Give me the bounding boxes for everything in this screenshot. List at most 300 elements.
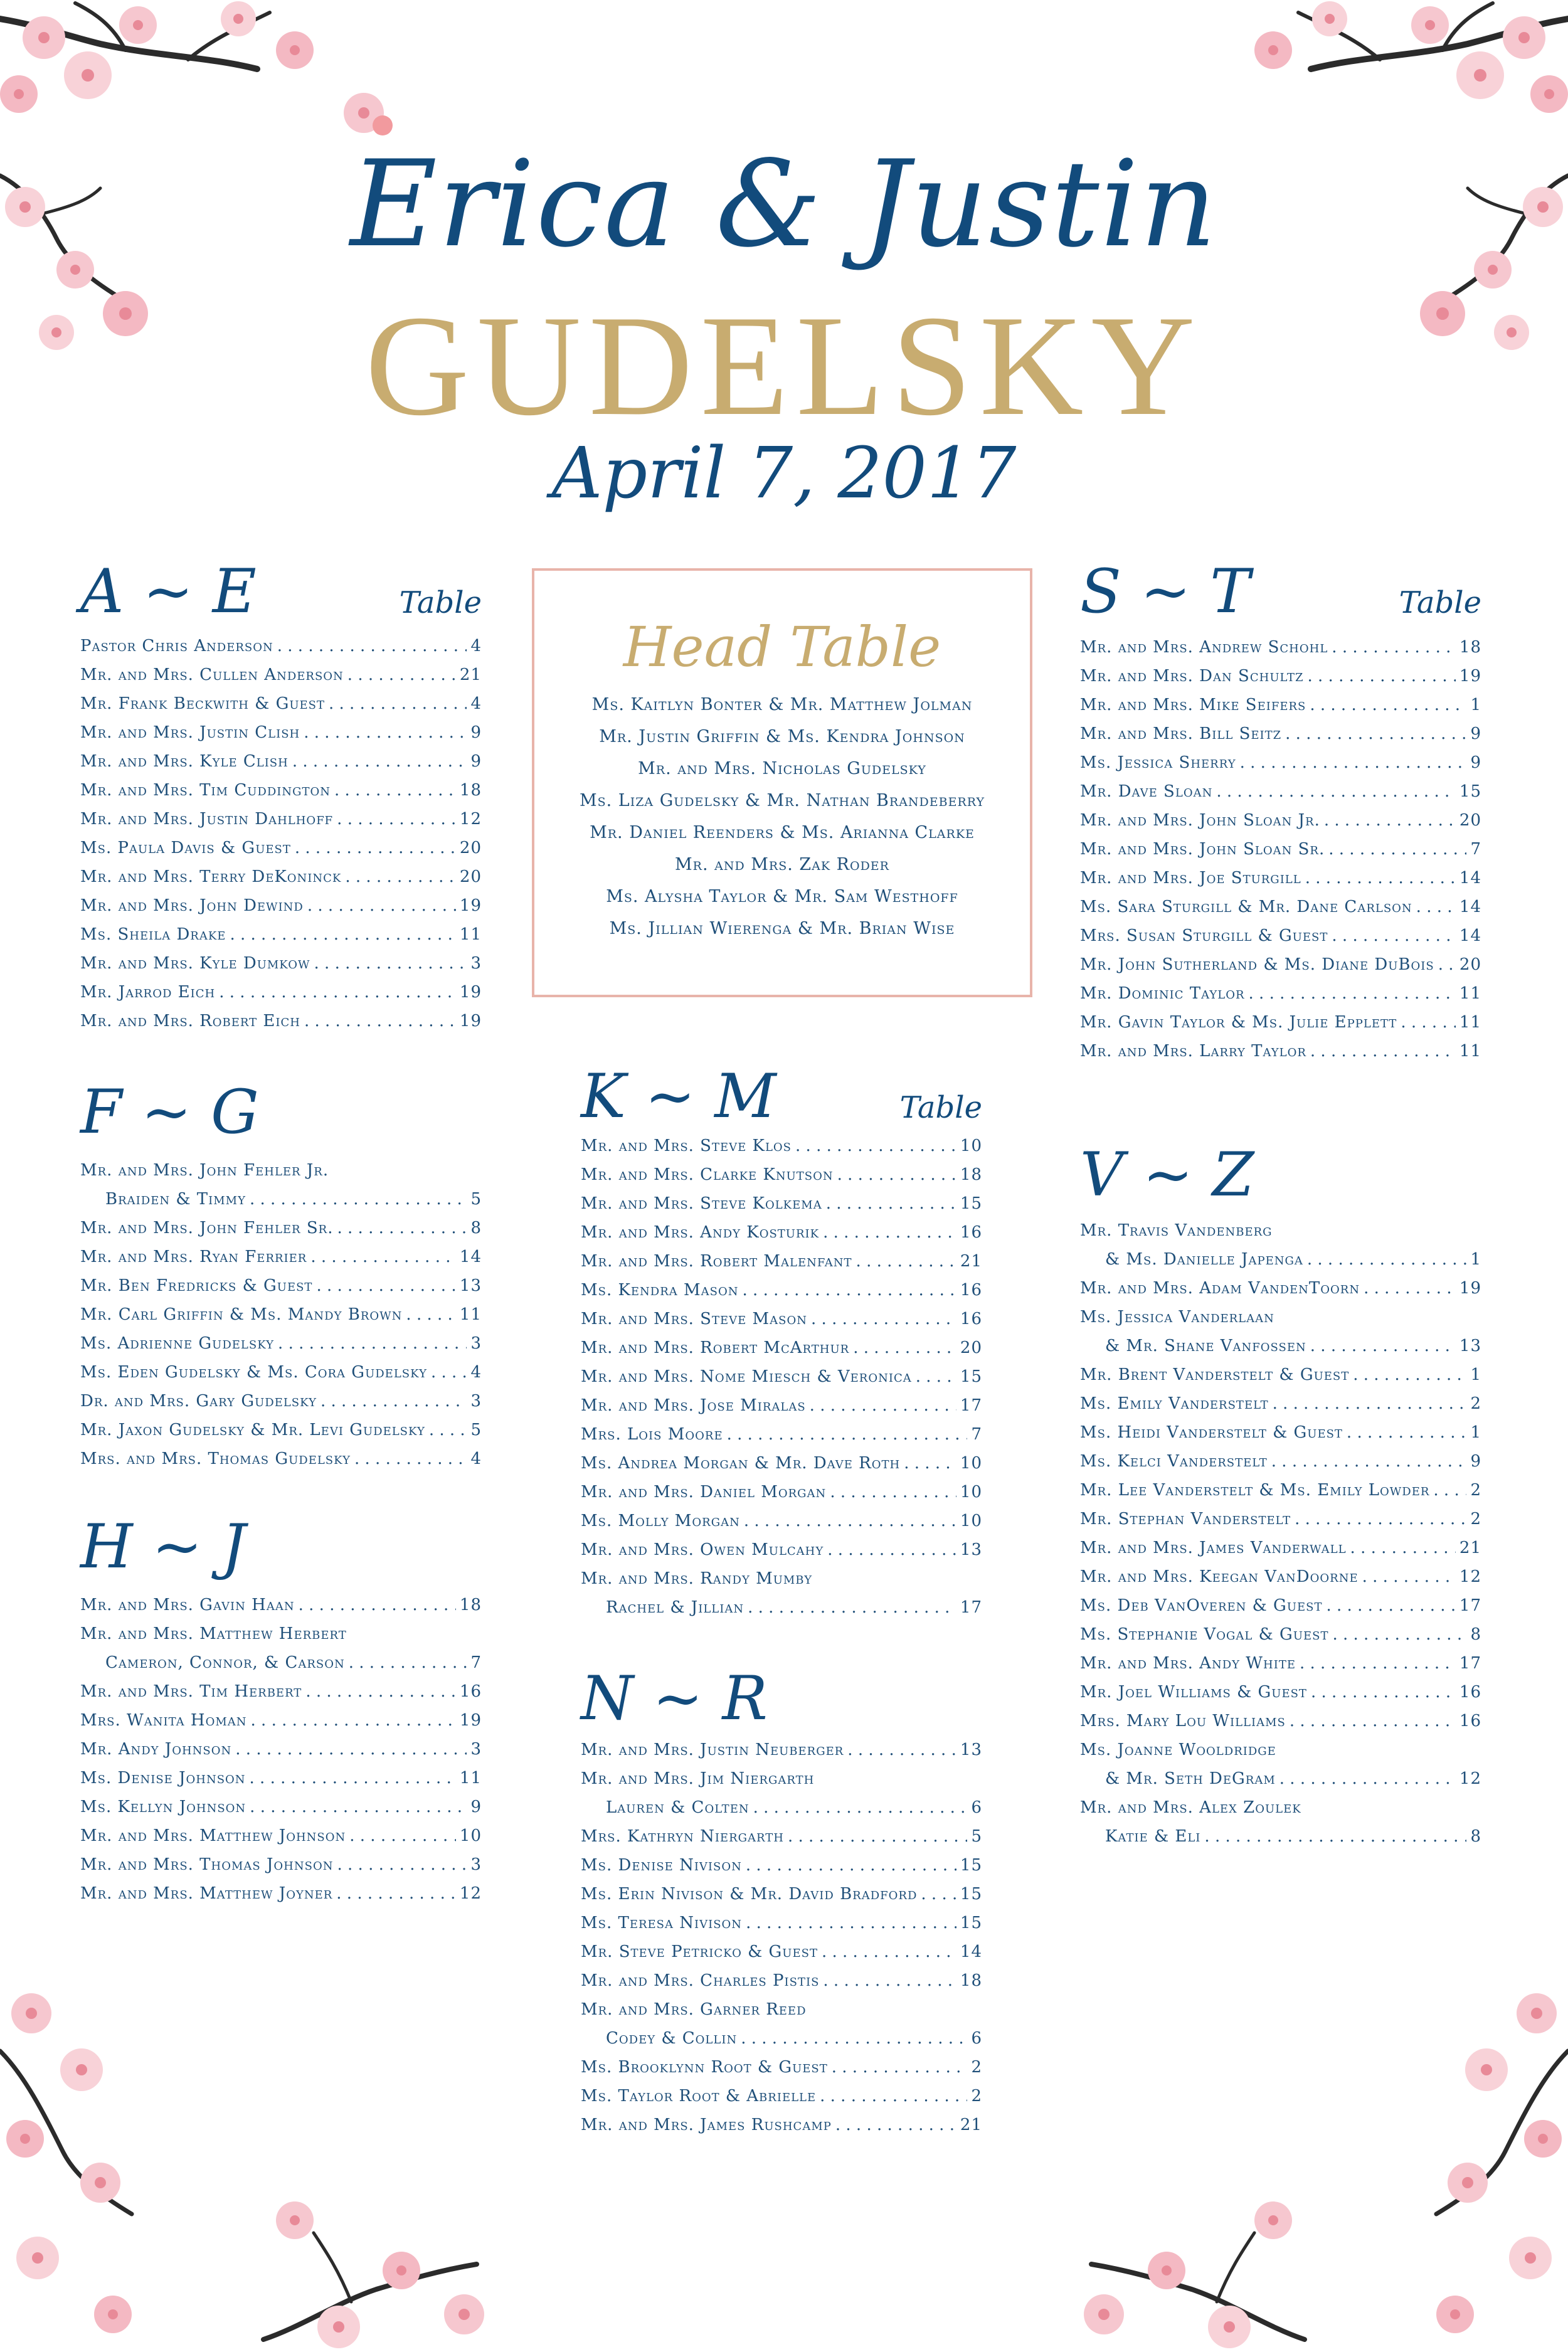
dot-leader — [429, 1421, 467, 1439]
table-number: 18 — [459, 781, 482, 800]
table-number: 8 — [1470, 1827, 1481, 1846]
guest-name: Mr. Jarrod Eich — [80, 983, 216, 1002]
dot-leader — [753, 1798, 968, 1817]
guest-row — [581, 1454, 982, 1483]
table-number: 19 — [1459, 1279, 1481, 1298]
table-number: 5 — [470, 1421, 482, 1439]
guest-row — [80, 983, 482, 1012]
dot-leader — [1310, 1337, 1456, 1355]
dot-leader — [1311, 1683, 1456, 1702]
dot-leader — [347, 665, 456, 684]
section-title-v-z: V ~ Z — [1080, 1140, 1254, 1210]
guest-name: Mr. Dave Sloan — [1080, 782, 1213, 801]
dot-leader — [295, 839, 456, 857]
guest-name: Mr. and Mrs. John Sloan Jr. — [1080, 811, 1320, 830]
guest-name: Mr. and Mrs. Justin Dahlhoff — [80, 810, 334, 829]
table-number: 9 — [470, 1798, 482, 1816]
guest-name: Mr. and Mrs. Justin Neuberger — [581, 1740, 844, 1759]
table-number: 2 — [971, 2058, 982, 2077]
guest-name: Mr. and Mrs. Justin Clish — [80, 723, 300, 742]
guest-row — [581, 1569, 982, 1598]
section-title-a-e: A ~ E — [80, 556, 257, 627]
cherry-blossom-branch-icon — [1054, 1976, 1568, 2352]
section-f-g — [80, 1077, 482, 1483]
dot-leader — [349, 1826, 456, 1845]
guest-row — [1080, 1337, 1481, 1365]
dot-leader — [827, 1540, 956, 1559]
table-number: 12 — [1459, 1769, 1481, 1788]
table-number: 10 — [960, 1483, 982, 1502]
head-table-title: Head Table — [623, 615, 941, 679]
section-h-j — [80, 1512, 482, 1943]
table-number: 5 — [971, 1827, 982, 1846]
guest-name: Mr. and Mrs. John Fehler Jr. — [80, 1161, 329, 1180]
dot-leader — [334, 781, 456, 800]
dot-leader — [219, 983, 456, 1002]
table-number: 18 — [960, 1165, 982, 1184]
guest-row — [1080, 840, 1481, 869]
guest-name: Mr. Dominic Taylor — [1080, 984, 1245, 1003]
table-number: 12 — [1459, 1567, 1481, 1586]
table-column-label: Table — [1399, 585, 1481, 620]
dot-leader — [235, 1740, 467, 1759]
guest-row — [581, 1769, 982, 1798]
guest-name: Mr. and Mrs. Cullen Anderson — [80, 665, 344, 684]
guest-row — [1080, 1394, 1481, 1423]
guest-row — [581, 1367, 982, 1396]
guest-name: Mr. and Mrs. Kyle Dumkow — [80, 954, 310, 973]
table-number: 17 — [1459, 1596, 1481, 1615]
guest-name: Mr. and Mrs. Ryan Ferrier — [80, 1248, 307, 1266]
guest-name: Mr. and Mrs. Clarke Knutson — [581, 1165, 834, 1184]
dot-leader — [743, 1281, 956, 1300]
dot-leader — [1308, 667, 1456, 686]
guest-name: Mr. and Mrs. Daniel Morgan — [581, 1483, 827, 1502]
guest-row — [1080, 811, 1481, 840]
guest-name: Ms. Denise Nivison — [581, 1856, 742, 1875]
guest-row — [1080, 1279, 1481, 1308]
table-number: 14 — [1459, 898, 1481, 916]
guest-row — [80, 1363, 482, 1392]
guest-name: Ms. Molly Morgan — [581, 1512, 740, 1530]
dot-leader — [1310, 1042, 1456, 1061]
dot-leader — [354, 1449, 467, 1468]
guest-name: Ms. Kellyn Johnson — [80, 1798, 246, 1816]
section-n-r — [581, 1663, 982, 2145]
table-number: 14 — [960, 1942, 982, 1961]
guest-name: Mr. and Mrs. Tim Cuddington — [80, 781, 331, 800]
guest-name: Ms. Stephanie Vogal & Guest — [1080, 1625, 1329, 1644]
dot-leader — [345, 867, 456, 886]
guest-name: Ms. Erin Nivison & Mr. David Bradford — [581, 1885, 918, 1904]
table-number: 1 — [1470, 696, 1481, 714]
dot-leader — [305, 1682, 456, 1701]
table-number: 20 — [459, 867, 482, 886]
table-number: 19 — [459, 896, 482, 915]
guest-name: Mr. and Mrs. Gavin Haan — [80, 1596, 295, 1614]
guest-name: Mr. and Mrs. Keegan VanDoorne — [1080, 1567, 1359, 1586]
table-number: 17 — [960, 1396, 982, 1415]
table-number: 10 — [960, 1512, 982, 1530]
table-number: 15 — [960, 1194, 982, 1213]
guest-row — [581, 1827, 982, 1856]
guest-row — [80, 1826, 482, 1855]
table-number: 17 — [1459, 1654, 1481, 1673]
guest-row — [581, 2116, 982, 2144]
dot-leader — [835, 2116, 956, 2134]
guest-name: Mr. and Mrs. Larry Taylor — [1080, 1042, 1306, 1061]
guest-row — [80, 1392, 482, 1421]
table-number: 2 — [1470, 1394, 1481, 1413]
dot-leader — [1216, 782, 1456, 801]
dot-leader — [337, 1855, 467, 1874]
guest-name: Mr. and Mrs. Andy Kosturik — [581, 1223, 820, 1242]
guest-row — [581, 2058, 982, 2087]
guest-list — [581, 1136, 982, 1627]
table-number: 3 — [470, 954, 482, 973]
guest-name: Ms. Joanne Wooldridge — [1080, 1740, 1276, 1759]
guest-name: Ms. Jessica Sherry — [1080, 753, 1236, 772]
guest-row — [1080, 1625, 1481, 1654]
guest-name: Ms. Eden Gudelsky & Ms. Cora Gudelsky — [80, 1363, 427, 1382]
guest-name: Mr. and Mrs. Andrew Schohl — [1080, 638, 1328, 657]
guest-name: Lauren & Colten — [606, 1798, 750, 1817]
table-number: 12 — [459, 1884, 482, 1903]
dot-leader — [1326, 1596, 1455, 1615]
dot-leader — [830, 1483, 956, 1502]
dot-leader — [431, 1363, 467, 1382]
guest-row — [80, 752, 482, 781]
dot-leader — [250, 1769, 456, 1788]
table-number: 5 — [470, 1190, 482, 1209]
table-number: 2 — [1470, 1510, 1481, 1528]
guest-name: Ms. Deb VanOveren & Guest — [1080, 1596, 1323, 1615]
guest-row — [1080, 955, 1481, 984]
table-number: 19 — [459, 983, 482, 1002]
guest-list — [1080, 1221, 1481, 1856]
dot-leader — [746, 1914, 956, 1932]
table-number: 9 — [1470, 724, 1481, 743]
guest-row — [1080, 1798, 1481, 1827]
guest-row — [581, 2087, 982, 2116]
guest-row — [581, 1740, 982, 1769]
guest-row — [581, 1425, 982, 1454]
guest-row — [80, 1653, 482, 1682]
table-number: 16 — [960, 1223, 982, 1242]
guest-name: Mrs. Susan Sturgill & Guest — [1080, 926, 1328, 945]
guest-row — [1080, 753, 1481, 782]
guest-row — [581, 1252, 982, 1281]
dot-leader — [1332, 638, 1456, 657]
dot-leader — [1290, 1712, 1456, 1730]
dot-leader — [832, 2058, 968, 2077]
table-number: 1 — [1470, 1423, 1481, 1442]
head-table-guest: Ms. Alysha Taylor & Mr. Sam Westhoff — [606, 887, 958, 906]
table-number: 9 — [470, 752, 482, 771]
guest-name: Mr. Lee Vanderstelt & Ms. Emily Lowder — [1080, 1481, 1430, 1500]
dot-leader — [921, 1885, 956, 1904]
dot-leader — [277, 637, 467, 655]
guest-name: Ms. Kendra Mason — [581, 1281, 739, 1300]
table-number: 18 — [960, 1971, 982, 1990]
dot-leader — [314, 954, 467, 973]
branch-bottom-right — [1091, 2051, 1568, 2339]
table-number: 13 — [1459, 1337, 1481, 1355]
table-number: 14 — [459, 1248, 482, 1266]
guest-name: Cameron, Connor, & Carson — [105, 1653, 345, 1672]
dot-leader — [292, 752, 467, 771]
guest-row — [80, 1421, 482, 1449]
guest-row — [581, 1914, 982, 1942]
dot-leader — [304, 723, 467, 742]
guest-name: Mr. and Mrs. Matthew Johnson — [80, 1826, 346, 1845]
dot-leader — [278, 1334, 467, 1353]
guest-name: Ms. Sara Sturgill & Mr. Dane Carlson — [1080, 898, 1412, 916]
guest-name: Mr. and Mrs. Dan Schultz — [1080, 667, 1304, 686]
dot-leader — [727, 1425, 968, 1444]
guest-name: Katie & Eli — [1105, 1827, 1201, 1846]
dot-leader — [406, 1305, 455, 1324]
dot-leader — [744, 1512, 956, 1530]
guest-row — [1080, 1452, 1481, 1481]
guest-row — [1080, 1567, 1481, 1596]
dot-leader — [820, 2087, 967, 2106]
dot-leader — [795, 1136, 956, 1155]
guest-row — [581, 1281, 982, 1310]
guest-row — [80, 1305, 482, 1334]
guest-row — [80, 637, 482, 665]
guest-row — [1080, 696, 1481, 724]
head-table-box — [532, 568, 1032, 997]
guest-name: Mr. Gavin Taylor & Ms. Julie Epplett — [1080, 1013, 1397, 1032]
guest-name: Ms. Brooklynn Root & Guest — [581, 2058, 828, 2077]
table-number: 21 — [960, 2116, 982, 2134]
guest-row — [581, 1310, 982, 1338]
guest-row — [1080, 1510, 1481, 1539]
guest-row — [1080, 1423, 1481, 1452]
guest-name: Mr. and Mrs. Randy Mumby — [581, 1569, 813, 1588]
guest-row — [80, 810, 482, 839]
table-number: 3 — [470, 1334, 482, 1353]
guest-name: Mrs. Kathryn Niergarth — [581, 1827, 784, 1846]
dot-leader — [916, 1367, 956, 1386]
guest-name: Mr. and Mrs. John Sloan Sr. — [1080, 840, 1325, 859]
dot-leader — [1401, 1013, 1456, 1032]
guest-name: Mrs. Mary Lou Williams — [1080, 1712, 1286, 1730]
guest-name: Ms. Denise Johnson — [80, 1769, 246, 1788]
table-number: 11 — [459, 925, 482, 944]
table-number: 16 — [459, 1682, 482, 1701]
guest-row — [1080, 898, 1481, 926]
guest-row — [1080, 1769, 1481, 1798]
guest-row — [80, 1161, 482, 1190]
guest-name: Mr. and Mrs. Kyle Clish — [80, 752, 289, 771]
guest-name: Mr. and Mrs. Bill Seitz — [1080, 724, 1282, 743]
guest-name: Mrs. Wanita Homan — [80, 1711, 247, 1730]
table-number: 18 — [459, 1596, 482, 1614]
guest-row — [581, 1540, 982, 1569]
table-number: 7 — [470, 1653, 482, 1672]
section-title-k-m: K ~ M — [581, 1061, 776, 1131]
table-number: 9 — [1470, 753, 1481, 772]
dot-leader — [822, 1942, 956, 1961]
guest-list — [80, 1161, 482, 1478]
table-number: 20 — [1459, 811, 1481, 830]
guest-name: Mr. and Mrs. Jim Niergarth — [581, 1769, 815, 1788]
guest-name: Mr. and Mrs. Mike Seifers — [1080, 696, 1306, 714]
guest-name: Codey & Collin — [606, 2029, 738, 2048]
guest-name: Mr. John Sutherland & Ms. Diane DuBois — [1080, 955, 1434, 974]
guest-name: Mr. and Mrs. Steve Kolkema — [581, 1194, 822, 1213]
dot-leader — [307, 896, 456, 915]
guest-name: Mr. and Mrs. Thomas Johnson — [80, 1855, 334, 1874]
dot-leader — [1307, 1250, 1467, 1269]
dot-leader — [741, 2029, 967, 2048]
guest-name: Mr. and Mrs. Terry DeKoninck — [80, 867, 342, 886]
head-table-guest: Mr. and Mrs. Zak Roder — [675, 855, 889, 874]
guest-name: Mr. and Mrs. Steve Klos — [581, 1136, 792, 1155]
guest-name: Mr. and Mrs. Robert Eich — [80, 1012, 300, 1030]
dot-leader — [1273, 1394, 1467, 1413]
dot-leader — [904, 1454, 956, 1473]
guest-row — [581, 1223, 982, 1252]
table-number: 4 — [470, 1363, 482, 1382]
head-table-guest: Mr. and Mrs. Nicholas Gudelsky — [638, 759, 926, 778]
table-number: 13 — [960, 1540, 982, 1559]
guest-name: & Mr. Shane Vanfossen — [1105, 1337, 1306, 1355]
branch-bottom-left — [0, 2051, 477, 2339]
guest-row — [581, 1338, 982, 1367]
guest-row — [581, 1396, 982, 1425]
dot-leader — [337, 810, 456, 829]
section-title-s-t: S ~ T — [1080, 556, 1251, 627]
guest-name: Mrs. Lois Moore — [581, 1425, 723, 1444]
dot-leader — [853, 1338, 956, 1357]
guest-name: Mr. Joel Williams & Guest — [1080, 1683, 1307, 1702]
table-number: 21 — [960, 1252, 982, 1271]
dot-leader — [304, 1012, 456, 1030]
guest-name: Mr. and Mrs. James Rushcamp — [581, 2116, 832, 2134]
dot-leader — [1300, 1654, 1456, 1673]
dot-leader — [320, 1392, 467, 1411]
guest-row — [1080, 1365, 1481, 1394]
guest-row — [80, 1596, 482, 1624]
dot-leader — [811, 1310, 956, 1328]
dot-leader — [788, 1827, 968, 1846]
head-table-guest: Ms. Jillian Wierenga & Mr. Brian Wise — [609, 919, 955, 938]
guest-row — [1080, 1683, 1481, 1712]
dot-leader — [1310, 696, 1466, 714]
guest-name: Ms. Heidi Vanderstelt & Guest — [1080, 1423, 1343, 1442]
guest-name: Ms. Andrea Morgan & Mr. Dave Roth — [581, 1454, 901, 1473]
table-number: 18 — [1459, 638, 1481, 657]
table-number: 10 — [960, 1454, 982, 1473]
dot-leader — [847, 1740, 956, 1759]
dot-leader — [1332, 1625, 1466, 1644]
table-number: 1 — [1470, 1250, 1481, 1269]
guest-row — [1080, 1481, 1481, 1510]
guest-row — [80, 694, 482, 723]
guest-row — [80, 1276, 482, 1305]
guest-row — [80, 1248, 482, 1276]
dot-leader — [251, 1711, 456, 1730]
table-number: 11 — [1459, 1013, 1481, 1032]
guest-row — [80, 896, 482, 925]
table-number: 10 — [960, 1136, 982, 1155]
dot-leader — [337, 1219, 467, 1237]
guest-name: Mr. and Mrs. Matthew Herbert — [80, 1624, 347, 1643]
dot-leader — [250, 1190, 467, 1209]
table-number: 11 — [459, 1769, 482, 1788]
table-number: 3 — [470, 1740, 482, 1759]
table-number: 13 — [459, 1276, 482, 1295]
guest-name: Mr. Jaxon Gudelsky & Mr. Levi Gudelsky — [80, 1421, 425, 1439]
guest-name: Mr. and Mrs. Alex Zoulek — [1080, 1798, 1301, 1817]
couple-first-names: Erica & Justin — [350, 135, 1218, 273]
wedding-date: April 7, 2017 — [551, 433, 1017, 514]
guest-row — [1080, 1042, 1481, 1071]
head-table-list — [534, 695, 1030, 951]
guest-row — [1080, 1221, 1481, 1250]
table-number: 6 — [971, 2029, 982, 2048]
guest-row — [80, 1769, 482, 1798]
table-number: 20 — [960, 1338, 982, 1357]
dot-leader — [1305, 869, 1456, 887]
guest-row — [1080, 1308, 1481, 1337]
table-number: 11 — [459, 1305, 482, 1324]
dot-leader — [1240, 753, 1467, 772]
dot-leader — [1438, 955, 1456, 974]
table-number: 7 — [971, 1425, 982, 1444]
head-table-guest: Ms. Liza Gudelsky & Mr. Nathan Brandeberry — [579, 791, 985, 810]
dot-leader — [810, 1396, 956, 1415]
table-number: 19 — [459, 1012, 482, 1030]
table-number: 14 — [1459, 926, 1481, 945]
table-number: 8 — [1470, 1625, 1481, 1644]
dot-leader — [1324, 811, 1456, 830]
dot-leader — [1433, 1481, 1466, 1500]
table-number: 4 — [470, 637, 482, 655]
guest-list — [80, 637, 482, 1041]
guest-row — [80, 925, 482, 954]
guest-row — [80, 1711, 482, 1740]
guest-name: Rachel & Jillian — [606, 1598, 744, 1617]
section-k-m — [581, 1061, 982, 1631]
guest-row — [80, 723, 482, 752]
guest-row — [581, 2029, 982, 2058]
dot-leader — [826, 1194, 956, 1213]
section-v-z — [1080, 1140, 1481, 1897]
guest-name: Mr. Stephan Vanderstelt — [1080, 1510, 1291, 1528]
table-number: 4 — [470, 1449, 482, 1468]
table-number: 4 — [470, 694, 482, 713]
table-number: 11 — [1459, 1042, 1481, 1061]
dot-leader — [1364, 1279, 1456, 1298]
table-number: 16 — [1459, 1683, 1481, 1702]
table-number: 9 — [470, 723, 482, 742]
table-number: 19 — [1459, 667, 1481, 686]
dot-leader — [1295, 1510, 1466, 1528]
table-number: 9 — [1470, 1452, 1481, 1471]
guest-name: Mr. and Mrs. Jose Miralas — [581, 1396, 806, 1415]
dot-leader — [316, 1276, 455, 1295]
section-s-t — [1080, 556, 1481, 1101]
dot-leader — [856, 1252, 956, 1271]
guest-row — [1080, 638, 1481, 667]
guest-name: Mr. and Mrs. Matthew Joyner — [80, 1884, 333, 1903]
guest-name: Mr. Frank Beckwith & Guest — [80, 694, 325, 713]
table-column-label: Table — [899, 1090, 982, 1125]
